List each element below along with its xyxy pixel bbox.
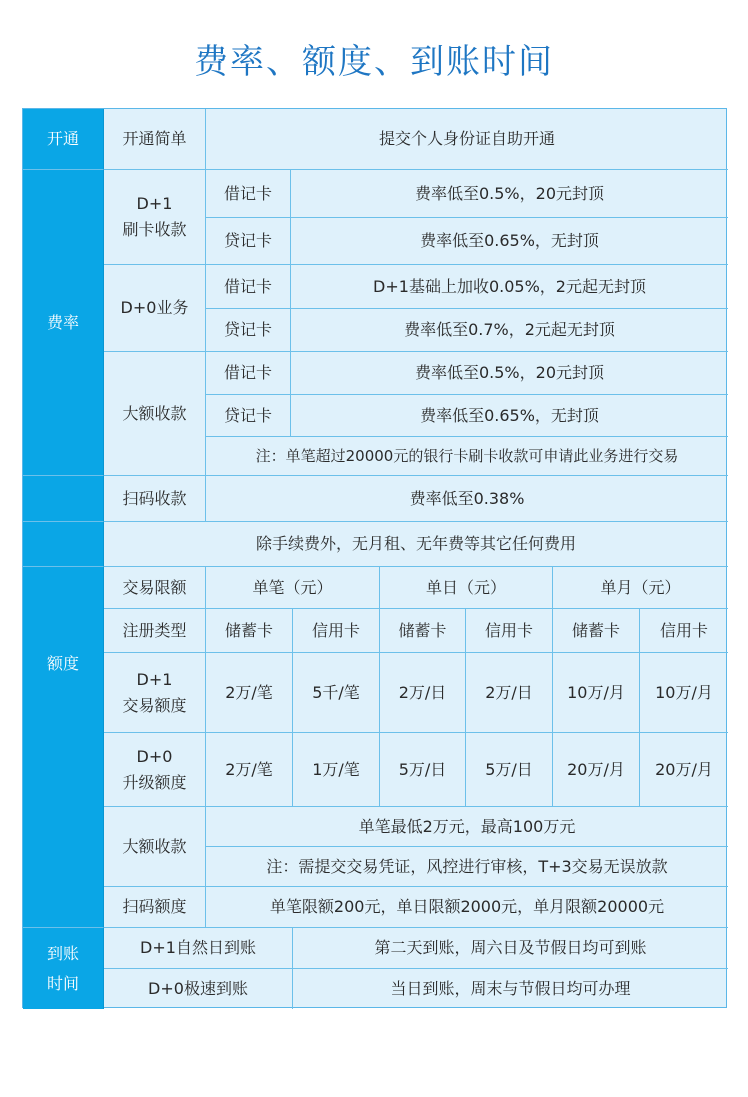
fee-table [22,108,727,1008]
edu-per-tx-header: 单笔（元） [206,567,380,609]
feilv-large-credit-value: 费率低至0.65%，无封顶 [291,395,728,437]
feilv-d0-credit-value: 费率低至0.7%，2元起无封顶 [291,309,728,352]
feilv-large-debit-value: 费率低至0.5%，20元封顶 [291,352,728,395]
page-title: 费率、额度、到账时间 [194,42,554,82]
edu-scan-label: 扫码额度 [104,887,206,928]
edu-d0-value: 2万/笔 [206,733,293,807]
edu-d0-value: 5万/日 [466,733,553,807]
edu-d0-value: 20万/月 [553,733,640,807]
edu-d0-value: 20万/月 [640,733,728,807]
edu-d1-value: 2万/日 [466,653,553,733]
feilv-large-note: 注：单笔超过20000元的银行卡刷卡收款可申请此业务进行交易 [206,437,728,476]
feilv-d1-credit-label: 贷记卡 [206,218,291,265]
section-label-kaitong: 开通 [23,109,104,170]
edu-credit-header-1: 信用卡 [293,609,380,653]
feilv-large-label: 大额收款 [104,352,206,476]
edu-d0-value: 5万/日 [380,733,466,807]
edu-d1-label [104,653,206,733]
feilv-d1-label-line2: 刷卡收款 [122,220,187,239]
edu-reg-type-label: 注册类型 [104,609,206,653]
edu-large-label: 大额收款 [104,807,206,887]
feilv-d0-debit-label: 借记卡 [206,265,291,309]
edu-d1-value: 10万/月 [553,653,640,733]
feilv-d0-credit-label: 贷记卡 [206,309,291,352]
section-label-blank-2 [23,522,104,567]
kaitong-value: 提交个人身份证自助开通 [206,109,728,170]
edu-per-month-header: 单月（元） [553,567,728,609]
feilv-d1-credit-value: 费率低至0.65%，无封顶 [291,218,728,265]
section-label-edu: 额度 [23,567,104,928]
daozhang-d1-label: D+1自然日到账 [104,928,293,969]
edu-d0-label-line1: D+0 [136,746,173,766]
feilv-d0-label: D+0业务 [104,265,206,352]
edu-d1-value: 10万/月 [640,653,728,733]
feilv-scan-label: 扫码收款 [104,476,206,522]
daozhang-d0-value: 当日到账，周末与节假日均可办理 [390,979,631,998]
section-label-daozhang-line1: 到账 [46,943,79,963]
edu-d0-value: 1万/笔 [293,733,380,807]
edu-savings-header-2: 储蓄卡 [380,609,466,653]
edu-credit-header-2: 信用卡 [466,609,553,653]
feilv-large-credit-label: 贷记卡 [206,395,291,437]
edu-d1-label-line2: 交易额度 [122,695,187,715]
edu-limit-label: 交易限额 [104,567,206,609]
edu-d1-value: 2万/笔 [206,653,293,733]
edu-large-note: 注：需提交交易凭证，风控进行审核，T+3交易无误放款 [206,847,728,887]
daozhang-d1-value: 第二天到账，周六日及节假日均可到账 [293,928,728,969]
edu-d1-value: 2万/日 [380,653,466,733]
feilv-d1-label-line1: D+1 [136,194,173,213]
section-label-blank-1 [23,476,104,522]
edu-per-day-header: 单日（元） [380,567,553,609]
edu-savings-header-1: 储蓄卡 [206,609,293,653]
edu-d0-label-line2: 升级额度 [122,772,187,792]
feilv-scan-value: 费率低至0.38% [206,476,728,522]
edu-d1-label-line1: D+1 [136,669,173,689]
edu-savings-header-3: 储蓄卡 [553,609,640,653]
edu-large-value: 单笔最低2万元，最高100万元 [206,807,728,847]
edu-d0-label [104,733,206,807]
feilv-d0-debit-value: D+1基础上加收0.05%，2元起无封顶 [291,265,728,309]
edu-scan-value: 单笔限额200元，单日限额2000元，单月限额20000元 [206,887,728,928]
daozhang-d0-label: D+0极速到账 [104,969,293,1009]
edu-d1-value: 5千/笔 [293,653,380,733]
feilv-d1-debit-label: 借记卡 [206,170,291,218]
feilv-d1-debit-value: 费率低至0.5%，20元封顶 [291,170,728,218]
feilv-large-debit-label: 借记卡 [206,352,291,395]
feilv-other-fees: 除手续费外，无月租、无年费等其它任何费用 [104,522,728,567]
edu-credit-header-3: 信用卡 [640,609,728,653]
section-label-daozhang [23,928,104,1009]
section-label-daozhang-line2: 时间 [46,973,79,993]
kaitong-label: 开通简单 [104,109,206,170]
feilv-d1-label [104,170,206,265]
section-label-feilv: 费率 [23,170,104,476]
